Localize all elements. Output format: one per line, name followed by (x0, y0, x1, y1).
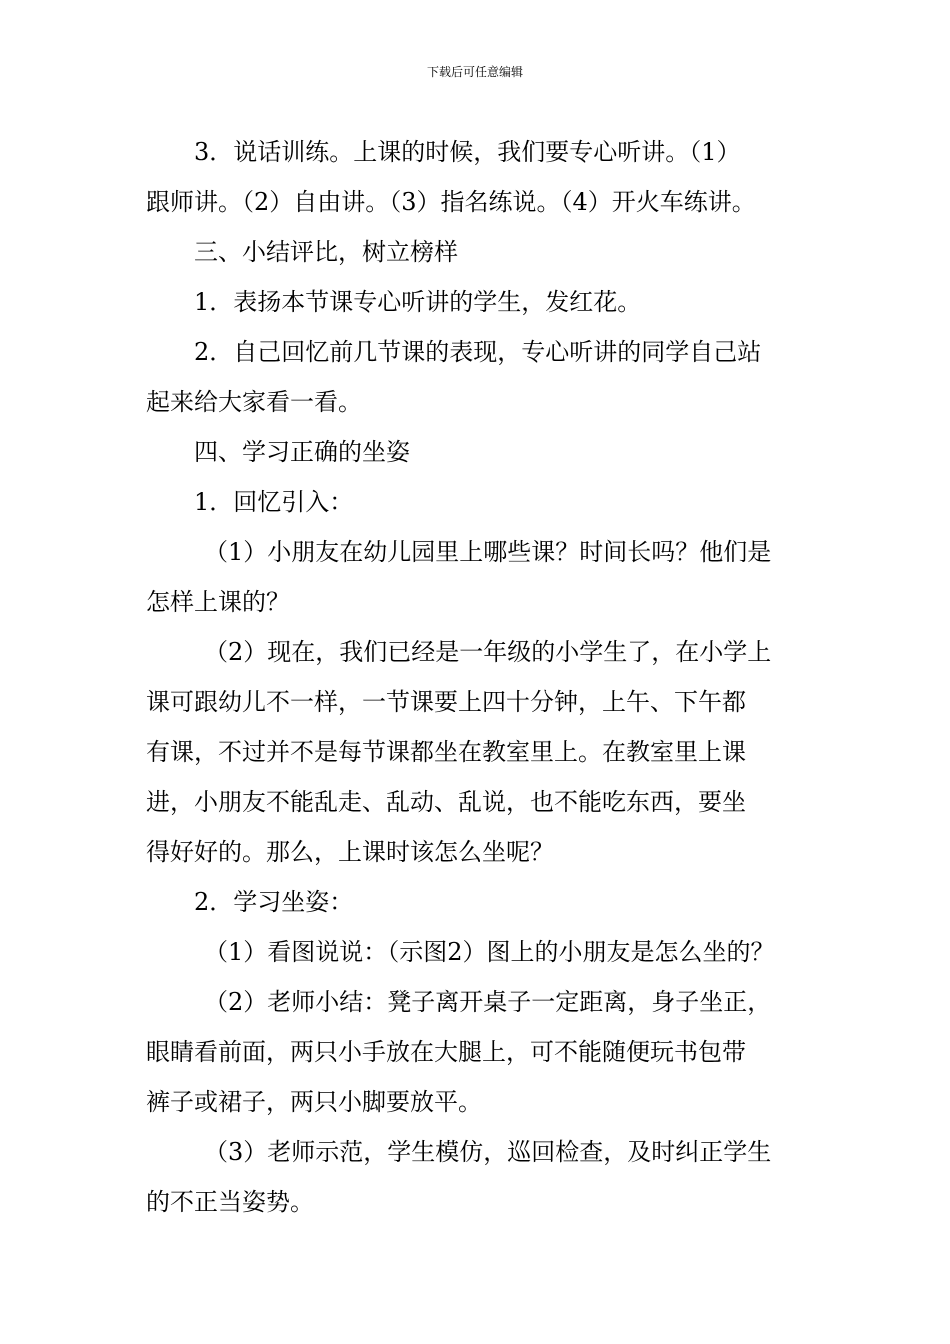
paragraph-line: 进，小朋友不能乱走、乱动、乱说，也不能吃东西，要坐 (146, 788, 746, 816)
section-heading: 三、小结评比，树立榜样 (194, 238, 458, 266)
paragraph-line: 裤子或裙子，两只小脚要放平。 (146, 1088, 482, 1116)
paragraph-line: （2）现在，我们已经是一年级的小学生了，在小学上 (204, 638, 772, 666)
paragraph-line: 跟师讲。（2）自由讲。（3）指名练说。（4）开火车练讲。 (146, 188, 756, 216)
paragraph-line: （1）看图说说：（示图2）图上的小朋友是怎么坐的？ (204, 938, 775, 966)
paragraph-line: 1．表扬本节课专心听讲的学生，发红花。 (194, 288, 642, 316)
paragraph-line: 2．学习坐姿： (194, 888, 354, 916)
paragraph-line: 1．回忆引入： (194, 488, 354, 516)
paragraph-line: 眼睛看前面，两只小手放在大腿上，可不能随便玩书包带 (146, 1038, 746, 1066)
paragraph-line: 3．说话训练。上课的时候，我们要专心听讲。（1） (194, 138, 741, 166)
paragraph-line: 得好好的。那么，上课时该怎么坐呢？ (146, 838, 554, 866)
paragraph-line: （3）老师示范，学生模仿，巡回检查，及时纠正学生 (204, 1138, 772, 1166)
paragraph-line: 课可跟幼儿不一样，一节课要上四十分钟，上午、下午都 (146, 688, 746, 716)
document-body (146, 127, 811, 1227)
paragraph-line: 2．自己回忆前几节课的表现，专心听讲的同学自己站 (194, 338, 762, 366)
paragraph-line: 怎样上课的？ (146, 588, 290, 616)
paragraph-line: （2）老师小结：凳子离开桌子一定距离，身子坐正， (204, 988, 772, 1016)
paragraph-line: （1）小朋友在幼儿园里上哪些课？时间长吗？他们是 (204, 538, 772, 566)
section-heading: 四、学习正确的坐姿 (194, 438, 410, 466)
paragraph-line: 的不正当姿势。 (146, 1188, 314, 1216)
page-header: 下载后可任意编辑 (426, 65, 523, 79)
paragraph-line: 起来给大家看一看。 (146, 388, 362, 416)
paragraph-line: 有课，不过并不是每节课都坐在教室里上。在教室里上课 (146, 738, 746, 766)
